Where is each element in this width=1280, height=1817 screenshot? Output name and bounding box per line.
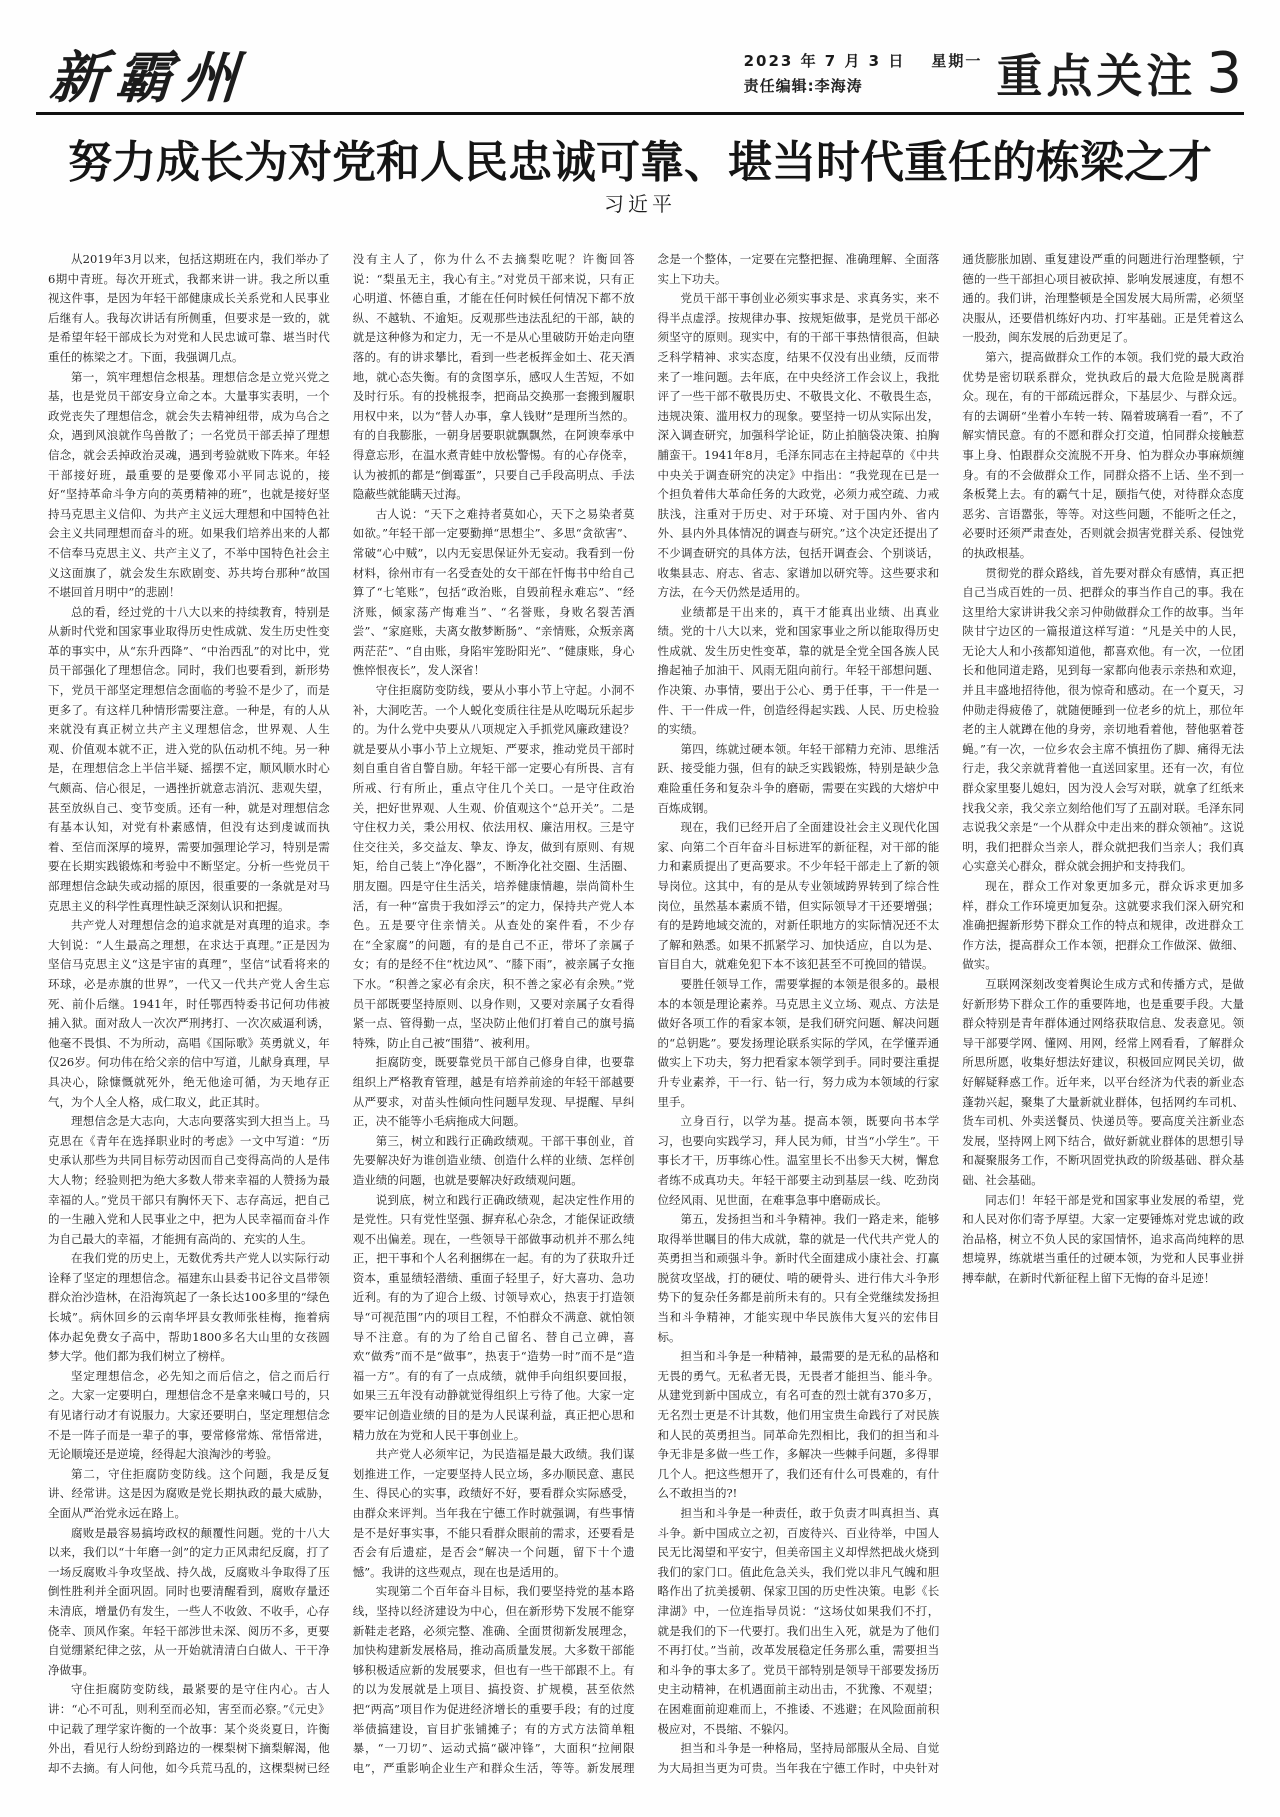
page-number: 3 [1206,41,1242,106]
article-paragraph: 说到底，树立和践行正确政绩观，起决定性作用的是党性。只有党性坚强、摒弃私心杂念，才能保证政绩观不出偏差。现在，一些领导干部做事动机并不那么纯正，把干事和个人名利捆绑在一起。有的为了获取升迁资本，重显绩轻潜绩、重面子轻里子，好大喜功、急功近利。有的为了迎合上级、讨领导欢心，热衷于打造领导“可视范围”内的项目工程，不怕群众不满意、就怕领导不注意。有的为了给自己留名、替自己立碑，喜欢“做秀”而不是“做事”，热衷于“造势一时”而不是“造福一方”。有的有了一点成绩，就伸手向组织要回报，如果三五年没有动静就觉得组织上亏待了他。大家一定要牢记创造业绩的目的是为人民谋利益，真正把心思和精力放在为党和人民干事创业上。 [352,1192,635,1442]
article-paragraph: 业绩都是干出来的，真干才能真出业绩、出真业绩。党的十八大以来，党和国家事业之所以能取得历史性成就、发生历史性变革，靠的就是全党全国各族人民撸起袖子加油干、风雨无阻向前行。年轻干部想问题、作决策、办事情，要出于公心、勇于任事，干一件是一件、干一件成一件，创造经得起实践、人民、历史检验的实绩。 [657,604,940,737]
article-paragraph: 第六，提高做群众工作的本领。我们党的最大政治优势是密切联系群众，党执政后的最大危险是脱离群众。现在，有的干部疏远群众，下基层少、与群众远。有的去调研“坐着小车转一转、隔着玻璃看一看”，不了解实情民意。有的不愿和群众打交道，怕同群众接触惹事上身、怕跟群众交流脱不开身、怕为群众办事麻烦缠身。有的不会做群众工作，同群众搭不上话、坐不到一条板凳上去。有的霸气十足，颐指气使，对待群众态度恶劣、言语嚣张，等等。对这些问题，不能听之任之，必要时还须严肃查处，否则就会损害党群关系、侵蚀党的执政根基。 [962,349,1244,560]
article-paragraph: 立身百行，以学为基。提高本领，既要向书本学习，也要向实践学习，拜人民为师，甘当“小学生”。干事长才干，历事练心性。温室里长不出参天大树，懈怠者练不成真功夫。年轻干部要主动到基层一线、吃劲岗位经风雨、见世面，在难事急事中磨砺成长。 [657,1114,940,1207]
article-paragraph: 要胜任领导工作，需要掌握的本领是很多的。最根本的本领是理论素养。马克思主义立场、观点、方法是做好各项工作的看家本领，是我们研究问题、解决问题的“总钥匙”。要发扬理论联系实际的学风，在学懂弄通做实上下功夫，努力把看家本领学到手。同时要注重提升专业素养，干一行、钻一行，努力成为本领域的行家里手。 [657,976,940,1109]
article-paragraph: 第二，守住拒腐防变防线。这个问题，我是反复讲、经常讲。这是因为腐败是党长期执政的最大威胁，全面从严治党永远在路上。 [48,1466,330,1520]
article-paragraph: 贯彻党的群众路线，首先要对群众有感情，真正把自己当成百姓的一员、把群众的事当作自己的事。我在这里给大家讲讲我父亲习仲勋做群众工作的故事。当年陕甘宁边区的一篇报道这样写道：“凡是关中的人民，无论大人和小孩都知道他，都喜欢他。有一次，一位团长和他同道走路，见到每一家都向他表示亲热和欢迎，并且丰盛地招待他，很为惊奇和感动。在一个夏天，习仲勋走得疲倦了，就随便睡到一位老乡的炕上，那位年老的主人就蹲在他的身旁，亲切地看着他，替他驱着苍蝇。”有一次，一位乡农会主席不慎扭伤了脚、痛得无法行走，我父亲就背着他一直送回家里。还有一次，有位群众家里娶儿媳妇，因为没人会写对联，就拿了红纸来找我父亲，我父亲立刻给他们写了五副对联。毛泽东同志说我父亲是“一个从群众中走出来的群众领袖”。这说明，我们把群众当亲人，群众就把我们当亲人；我们真心实意关心群众，群众就会拥护和支持我们。 [962,565,1244,874]
section-title [996,40,1242,106]
article-paragraph: 共产党人必须牢记，为民造福是最大政绩。我们谋划推进工作，一定要坚持人民立场，多办顺民意、惠民生、得民心的实事，政绩好不好，要看群众实际感受，由群众来评判。当年我在宁德工作时就强调，有些事情是不是好事实事，不能只看群众眼前的需求，还要看是否会有后遗症，是否会“解决一个问题，留下十个遗憾”。我讲的这些观点，现在也是适用的。 [352,1447,635,1579]
article-paragraph: 第五，发扬担当和斗争精神。我们一路走来，能够取得举世瞩目的伟大成就，靠的就是一代代共产党人的英勇担当和顽强斗争。新时代全面建成小康社会、打赢脱贫攻坚战，打的硬仗、啃的硬骨头、进行伟大斗争形势下的复杂任务都是前所未有的。只有全党继续发扬担当和斗争精神，才能实现中华民族伟大复兴的宏伟目标。 [657,1212,940,1344]
article-byline: 习近平 [604,192,676,216]
article-paragraph: 腐败是最容易搞垮政权的颠覆性问题。党的十八大以来，我们以“十年磨一剑”的定力正风肃纪反腐，打了一场反腐败斗争攻坚战、持久战，反腐败斗争取得了压倒性胜利并全面巩固。同时也要清醒看到，腐败存量还未清底，增量仍有发生，一些人不收敛、不收手，心存侥幸、顶风作案。年轻干部涉世未深、阅历不多，更要自觉绷紧纪律之弦，从一开始就清清白白做人、干干净净做事。 [48,1525,330,1677]
article-paragraph: 互联网深刻改变着舆论生成方式和传播方式，是做好新形势下群众工作的重要阵地，也是重要手段。大量群众特别是青年群体通过网络获取信息、发表意见。领导干部要学网、懂网、用网，经常上网看看，了解群众所思所愿，收集好想法好建议，积极回应网民关切，做好解疑释惑工作。近年来，以平台经济为代表的新业态蓬勃兴起，聚集了大量新就业群体，包括网约车司机、货车司机、外卖送餐员、快递员等。要高度关注新业态发展，坚持网上网下结合，做好新就业群体的思想引导和凝聚服务工作，不断巩固党执政的阶级基础、群众基础、社会基础。 [962,976,1244,1187]
article-paragraph: 从2019年3月以来，包括这期班在内，我们举办了6期中青班。每次开班式，我都来讲一讲。我之所以重视这件事，是因为年轻干部健康成长关系党和人民事业后继有人。我每次讲话有所侧重，但要求是一致的，就是希望年轻干部成长为对党和人民忠诚可靠、堪当时代重任的栋梁之才。下面，我强调几点。 [48,252,330,364]
article-paragraph: 实现第二个百年奋斗目标，我们要坚持党的基本路线，坚持以经济建设为中心，但在新形势下发展不能穿新鞋走老路，必须完整、准确、全面贯彻新发展理念，加快构建新发展格局，推动高质量发展。大多数干部能够积极适应新的发展要求，但也有一些干部跟不上。有的以为发展就是上项目、搞投资、扩规模，甚至依然把“两高”项目作为促进经济增长的重要手段；有的过度举债搞建设，盲目扩张铺摊子；有的方式方法简单粗暴，“一刀切”、运动式搞“碳冲锋”，大面积“拉闸限电”，严重影响企业生产和群众生活，等等。新发展理念是一个整体，一定要在完整把握、准确理解、全面落实上下功夫。 [352,252,940,1775]
date-editor-block [744,50,983,96]
article-paragraph: 现在，群众工作对象更加多元，群众诉求更加多样，群众工作环境更加复杂。这就要求我们深入研究和准确把握新形势下群众工作的特点和规律，改进群众工作方法，提高群众工作本领，把群众工作做深、做细、做实。 [962,879,1244,972]
section-name: 重点关注 [996,49,1197,103]
article-paragraph: 担当和斗争是一种责任，敢于负责才叫真担当、真斗争。新中国成立之初，百废待兴、百业待举，中国人民无比渴望和平安宁，但美帝国主义却悍然把战火烧到我们的家门口。值此危急关头，我们党以非凡气魄和胆略作出了抗美援朝、保家卫国的历史性决策。电影《长津湖》中，一位连指导员说：“这场仗如果我们不打，就是我们的下一代要打。我们出生入死，就是为了他们不再打仗。”当前，改革发展稳定任务那么重，需要担当和斗争的事太多了。党员干部特别是领导干部要发扬历史主动精神，在机遇面前主动出击，不犹豫、不观望；在困难面前迎难而上，不推诿、不逃避；在风险面前积极应对，不畏缩、不躲闪。 [657,1506,940,1736]
article-paragraph: 总的看，经过党的十八大以来的持续教育，特别是从新时代党和国家事业取得历史性成就、发生历史性变革的事实中，从“东升西降”、“中治西乱”的对比中，党员干部强化了理想信念。同时，我们也要看到，新形势下，党员干部坚定理想信念面临的考验不是少了，而是更多了。有这样几种情形需要注意。一种是，有的人从来就没有真正树立共产主义理想信念，世界观、人生观、价值观本就不正，进入党的队伍动机不纯。另一种是，在理想信念上半信半疑、摇摆不定，顺风顺水时心气颇高、信心很足，一遇挫折就意志消沉、悲观失望，甚至放纵自己、变节变质。还有一种，就是对理想信念有基本认知，对党有朴素感情，但没有达到虔诚而执着、至信而深厚的境界，需要加强理论学习，特别是需要在长期实践锻炼和考验中不断坚定。分析一些党员干部理想信念缺失或动摇的原因，很重要的一条就是对马克思主义的科学性真理性缺乏深刻认识和把握。 [48,604,330,913]
article-body [48,250,1244,1795]
article-paragraph: 理想信念是大志向，大志向要落实到大担当上。马克思在《青年在选择职业时的考虑》一文中写道：“历史承认那些为共同目标劳动因而自己变得高尚的人是伟大人物；经验则把为绝大多数人带来幸福的人赞扬为最幸福的人。”党员干部只有胸怀天下、志存高远，把自己的一生融入党和人民事业之中，把为人民幸福而奋斗作为自己最大的幸福，才能拥有高尚的、充实的人生。 [48,1114,330,1246]
article-paragraph: 共产党人对理想信念的追求就是对真理的追求。李大钊说：“人生最高之理想，在求达于真理。”正是因为坚信马克思主义“这是宇宙的真理”，坚信“试看将来的环球，必是赤旗的世界”，一代又一代共产党人舍生忘死、前仆后继。1941年，时任鄂西特委书记何功伟被捕入狱。面对敌人一次次严刑拷打、一次次威逼利诱，他毫不畏惧、不为所动，高唱《国际歌》英勇就义，年仅26岁。何功伟在给父亲的信中写道，儿献身真理，早具决心，除慷慨就死外，绝无他途可循，为天地存正气，为个人全人格，成仁取义，此正其时。 [48,918,330,1109]
article-paragraph: 坚定理想信念，必先知之而后信之，信之而后行之。大家一定要明白，理想信念不是拿来喊口号的，只有见诸行动才有说服力。大家还要明白，坚定理想信念不是一阵子而是一辈子的事，要常修常炼、常悟常进，无论顺境还是逆境，经得起大浪淘沙的考验。 [48,1368,330,1462]
article-paragraph: 同志们！年轻干部是党和国家事业发展的希望，党和人民对你们寄予厚望。大家一定要锤炼对党忠诚的政治品格，树立不负人民的家国情怀，追求高尚纯粹的思想境界，练就堪当重任的过硬本领，为党和人民事业拼搏奉献，在新时代新征程上留下无悔的奋斗足迹！ [962,1192,1244,1285]
header-divider [36,112,1244,115]
article-paragraph: 担当和斗争是一种格局，坚持局部服从全局、自觉为大局担当更为可贵。当年我在宁德工作时，中央针对通货膨胀加剧、重复建设严重的问题进行治理整顿，宁德的一些干部担心项目被砍掉、影响发展速度，有想不通的。我们讲，治理整顿是全国发展大局所需，必须坚决服从，还要借机练好内功、打牢基础。正是凭着这么一股劲，闽东发展的后劲更足了。 [657,252,1244,1775]
editor-line: 责任编辑:李海涛 [743,77,863,95]
article-paragraph: 拒腐防变，既要靠党员干部自己修身自律，也要靠组织上严格教育管理，越是有培养前途的年轻干部越要从严要求，对苗头性倾向性问题早发现、早提醒、早纠正，决不能等小毛病拖成大问题。 [352,1055,635,1129]
weekday: 星期一 [931,52,983,70]
article-paragraph: 党员干部干事创业必须实事求是、求真务实，来不得半点虚浮。按规律办事、按规矩做事，是党员干部必须坚守的原则。现实中，有的干部干事热情很高，但缺乏科学精神、求实态度，结果不仅没有出业绩，反而带来了一堆问题。去年底，在中央经济工作会议上，我批评了一些干部不敬畏历史、不敬畏文化、不敬畏生态，违规决策、滥用权力的现象。要坚持一切从实际出发，深入调查研究，加强科学论证，防止拍脑袋决策、拍胸脯蛮干。1941年8月，毛泽东同志在主持起草的《中共中央关于调查研究的决定》中指出：“我党现在已是一个担负着伟大革命任务的大政党，必须力戒空疏、力戒肤浅，注重对于历史、对于环境、对于国内外、省内外、县内外具体情况的调查与研究。”这个决定还提出了不少调查研究的具体方法，包括开调查会、个别谈话，收集县志、府志、省志、家谱加以研究等。这些要求和方法，在今天仍然是适用的。 [657,291,940,600]
article-paragraph: 担当和斗争是一种精神，最需要的是无私的品格和无畏的勇气。无私者无畏，无畏者才能担当、能斗争。从建党到新中国成立，有名可查的烈士就有370多万，无名烈士更是不计其数，他们用宝贵生命践行了对民族和人民的英勇担当。同革命先烈相比，我们的担当和斗争无非是多做一些工作，多解决一些棘手问题，多得罪几个人。把这些想开了，我们还有什么可畏难的，有什么不敢担当的?! [657,1349,940,1501]
date-line [744,50,983,71]
article-paragraph: 守住拒腐防变防线，最紧要的是守住内心。古人讲：“心不可乱，则利至而必知，害至而必察。”《元史》中记载了理学家许衡的一个故事：某个炎炎夏日，许衡外出，看见行人纷纷到路边的一棵梨树下摘梨解渴，他却不去摘。有人问他，如今兵荒马乱的，这棵梨树已经没有主人了，你为什么不去摘梨吃呢？许衡回答说：“梨虽无主，我心有主。”对党员干部来说，只有正心明道、怀德自重，才能在任何时候任何情况下都不放纵、不越轨、不逾矩。反观那些违法乱纪的干部，缺的就是这种修为和定力，无一不是从心里破防开始走向堕落的。有的讲求攀比，看到一些老板挥金如土、花天酒地，就心态失衡。有的贪图享乐，感叹人生苦短，不如及时行乐。有的投桃报李，把商品交换那一套搬到履职用权中来，以为“替人办事，拿人钱财”是理所当然的。有的自我膨胀，一朝身居要职就飘飘然，在阿谀奉承中得意忘形，在温水煮青蛙中放松警惕。有的心存侥幸，认为被抓的都是“倒霉蛋”，只要自己手段高明点、手法隐蔽些就能瞒天过海。 [48,252,635,1775]
newspaper-masthead: 新霸州 [47,45,251,111]
article-paragraph: 第四，练就过硬本领。年轻干部精力充沛、思维活跃、接受能力强，但有的缺乏实践锻炼，特别是缺少急难险重任务和复杂斗争的磨砺，需要在实践的大熔炉中百炼成钢。 [657,741,940,815]
article-paragraph: 古人说：“天下之难持者莫如心，天下之易染者莫如欲。”年轻干部一定要勤掸“思想尘”、多思“贪欲害”、常破“心中贼”，以内无妄思保证外无妄动。我看到一份材料，徐州市有一名受查处的女干部在忏悔书中给自己算了“七笔账”，包括“政治账，自毁前程永难忘”、“经济账，倾家荡产悔难当”、“名誉账，身败名裂苦酒尝”、“家庭账，夫离女散梦断肠”、“亲情账，众叛亲离两茫茫”、“自由账，身陷牢笼盼阳光”、“健康账，身心憔悴恨夜长”，发人深省！ [352,506,635,678]
page-header-meta [744,40,1242,106]
article-headline: 努力成长为对党和人民忠诚可靠、堪当时代重任的栋梁之才 [68,137,1212,188]
article-paragraph: 在我们党的历史上，无数优秀共产党人以实际行动诠释了坚定的理想信念。福建东山县委书记谷文昌带领群众治沙造林，在沿海筑起了一条长达100多里的“绿色长城”。病休回乡的云南华坪县女教师张桂梅，拖着病体办起免费女子高中，帮助1800多名大山里的女孩圆梦大学。他们都为我们树立了榜样。 [48,1251,330,1364]
article-paragraph: 第三，树立和践行正确政绩观。干部干事创业，首先要解决好为谁创造业绩、创造什么样的业绩、怎样创造业绩的问题，也就是要解决好政绩观问题。 [352,1133,635,1187]
article-paragraph: 第一，筑牢理想信念根基。理想信念是立党兴党之基，也是党员干部安身立命之本。大量事实表明，一个政党丧失了理想信念，就会失去精神纽带，成为乌合之众，遇到风浪就作鸟兽散了；一名党员干部丢掉了理想信念，就会丢掉政治灵魂，遇到考验就败下阵来。年轻干部接好班，最重要的是要像邓小平同志说的，接好“坚持革命斗争方向的英勇精神的班”，也就是接好坚持马克思主义信仰、为共产主义远大理想和中国特色社会主义共同理想而奋斗的班。如果我们培养出来的人都不信奉马克思主义、共产主义了，不举中国特色社会主义这面旗了，就会发生东欧剧变、苏共垮台那种“故国不堪回首月明中”的悲剧！ [48,369,330,600]
article-paragraph: 守住拒腐防变防线，要从小事小节上守起。小洞不补，大洞吃苦。一个人蜕化变质往往是从吃喝玩乐起步的。为什么党中央要从八项规定入手抓党风廉政建设？就是要从小事小节上立规矩、严要求，推动党员干部时刻自重自省自警自励。年轻干部一定要心有所畏、言有所戒、行有所止，重点守住几个关口。一是守住政治关，把好世界观、人生观、价值观这个“总开关”。二是守住权力关，秉公用权、依法用权、廉洁用权。三是守住交往关，多交益友、挚友、诤友，做到有原则、有规矩，给自己装上“净化器”，不断净化社交圈、生活圈、朋友圈。四是守住生活关，培养健康情趣，崇尚简朴生活，有一种“富贵于我如浮云”的定力，保持共产党人本色。五是要守住亲情关。从查处的案件看，不少存在“全家腐”的问题，有的是自己不正，带坏了亲属子女；有的是经不住“枕边风”、“膝下雨”，被亲属子女拖下水。“积善之家必有余庆，积不善之家必有余殃。”党员干部既要坚持原则、以身作则，又要对亲属子女看得紧一点、管得勤一点，坚决防止他们打着自己的旗号搞特殊，防止自己被“围猎”、被利用。 [352,683,635,1050]
publication-date: 2023 年 7 月 3 日 [743,52,906,70]
article-paragraph: 现在，我们已经开启了全面建设社会主义现代化国家、向第二个百年奋斗目标进军的新征程，对干部的能力和素质提出了更高要求。不少年轻干部走上了新的领导岗位。这其中，有的是从专业领域跨界转到了综合性岗位，虽然基本素质不错，但实际领导才干还要增强；有的是跨地域交流的，对新任职地方的实际情况还不太了解和熟悉。如果不抓紧学习、加快适应，自以为是、盲目自大，就难免犯下本不该犯甚至不可挽回的错误。 [657,820,940,972]
